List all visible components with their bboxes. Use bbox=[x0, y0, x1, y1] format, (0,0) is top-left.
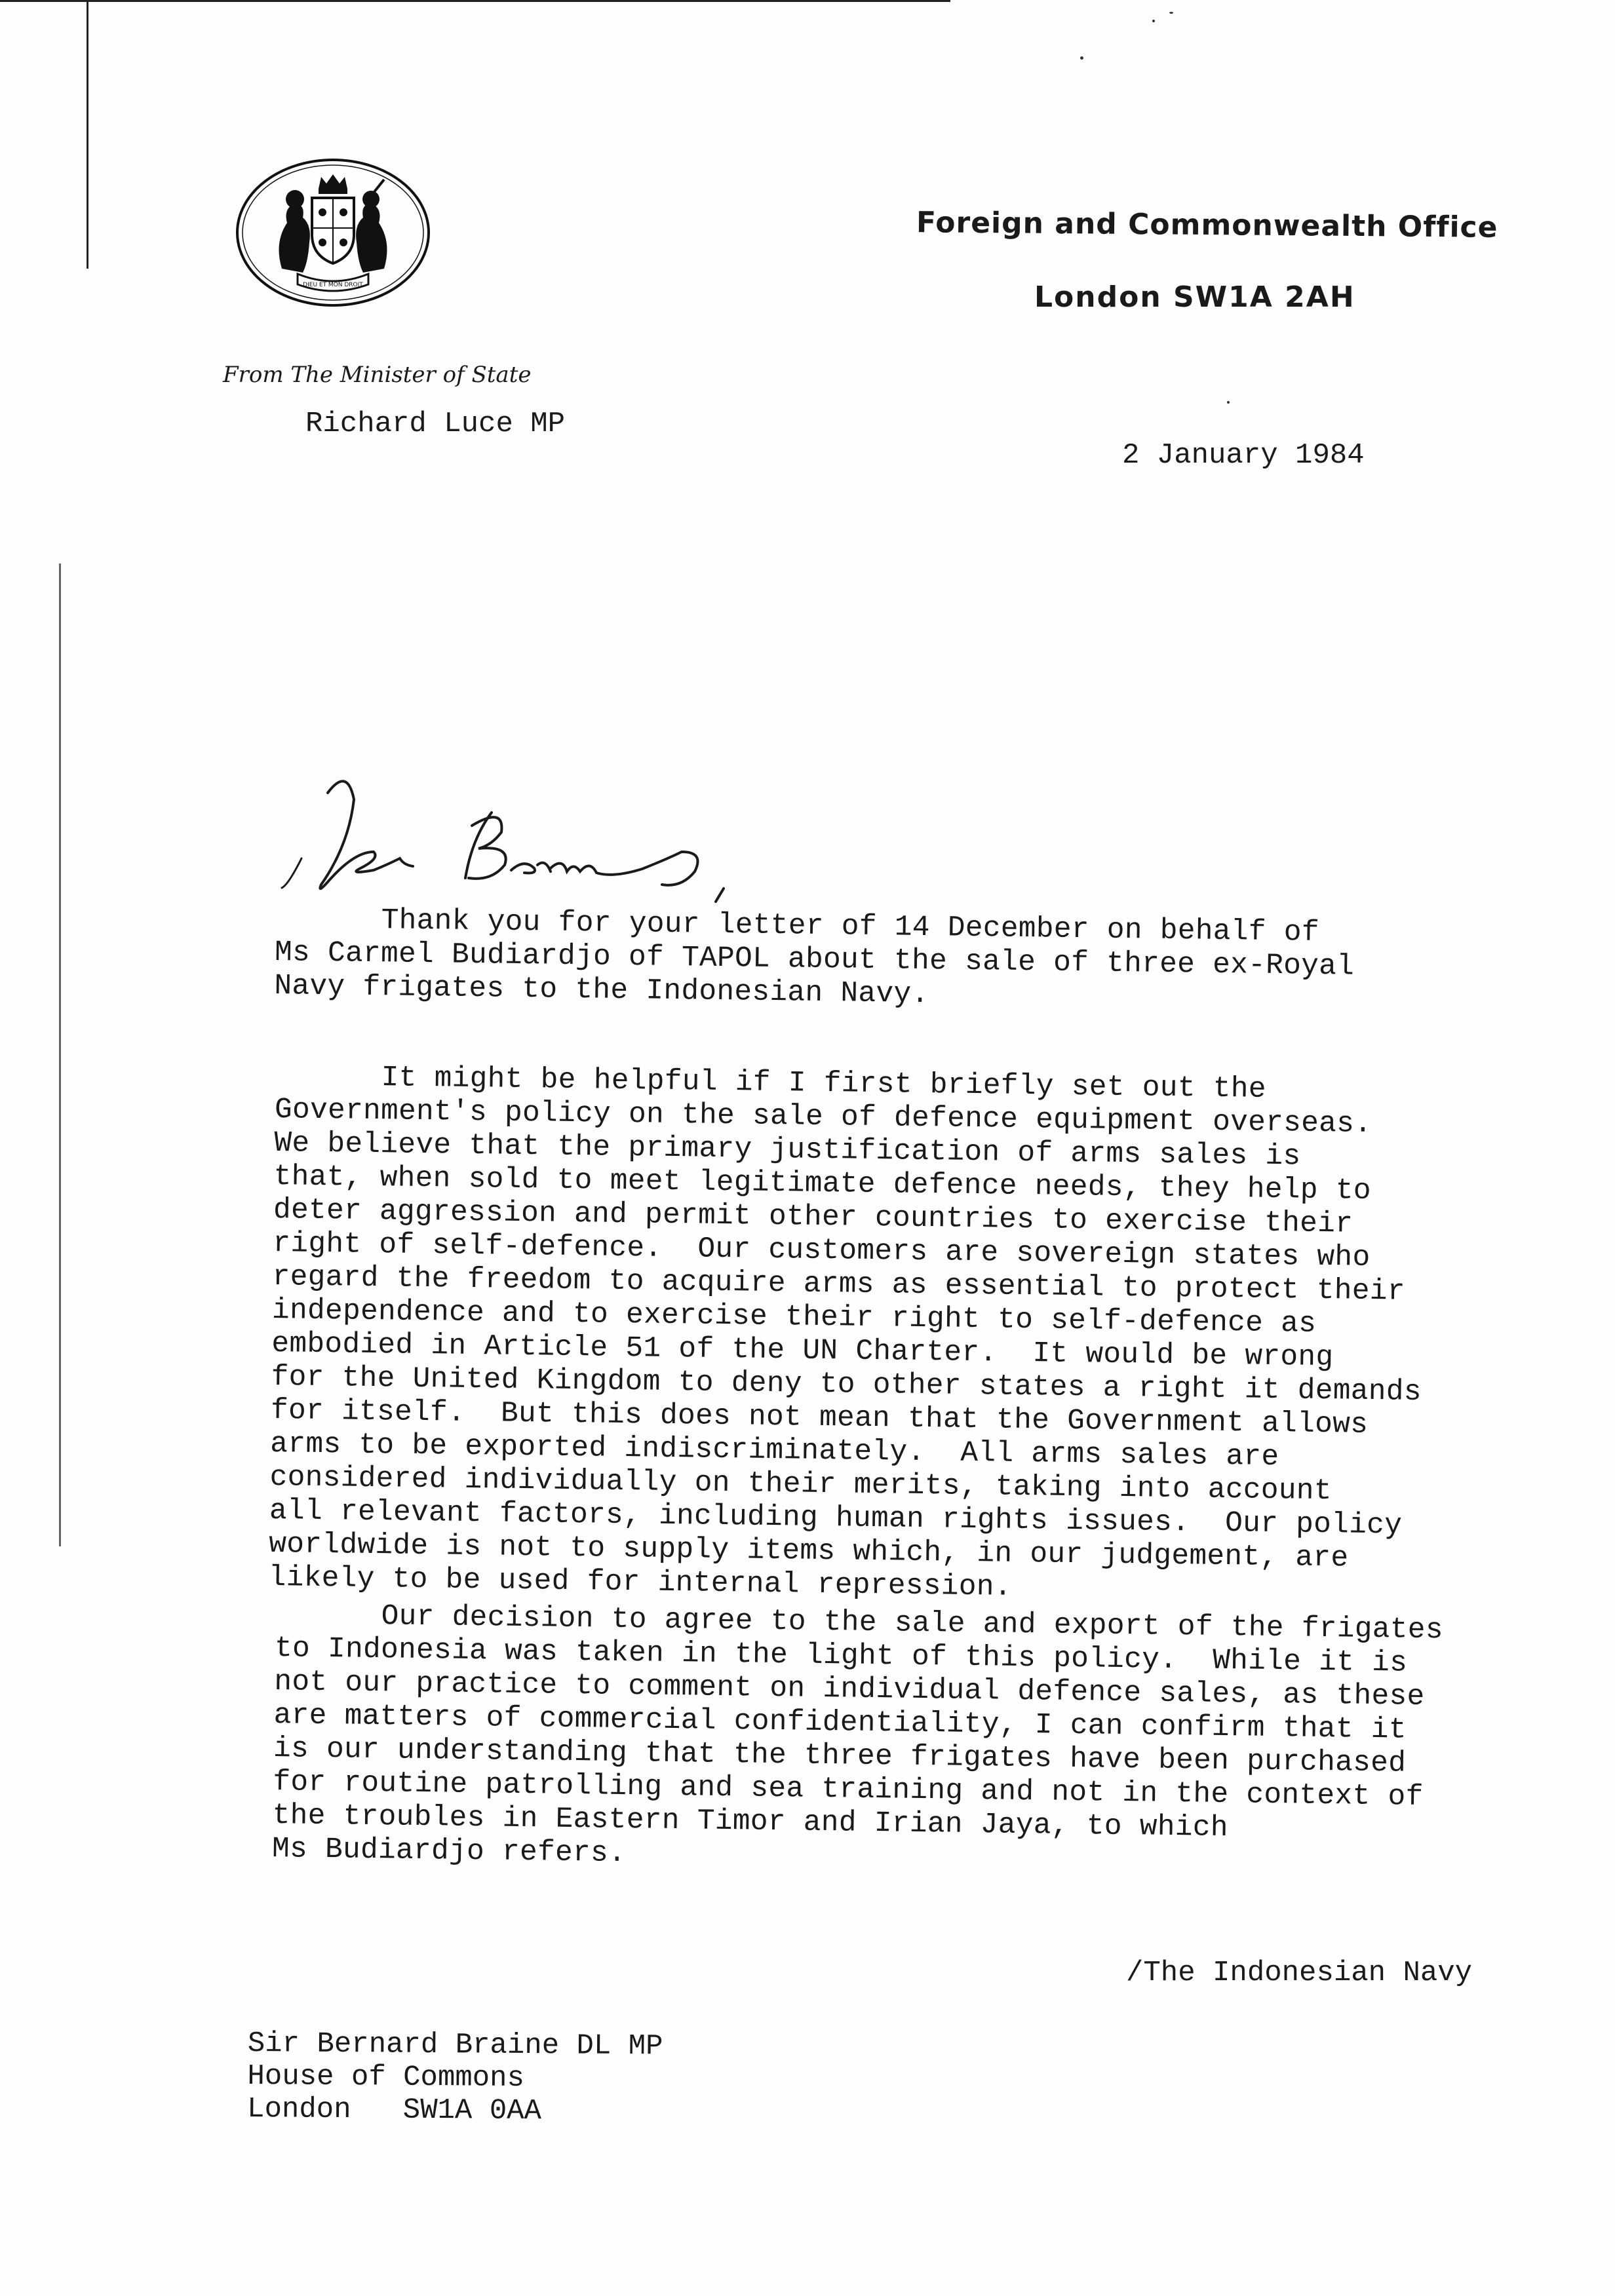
page-continuation-note: /The Indonesian Navy bbox=[1126, 1957, 1473, 1989]
royal-coat-of-arms-icon bbox=[235, 157, 431, 308]
minister-name: Richard Luce MP bbox=[305, 408, 566, 440]
from-label: From The Minister of State bbox=[223, 362, 532, 388]
body-paragraph-2: It might be helpful if I first briefly set out the Government's policy on the sale of defence equipment overseas. We believe that the primary justification of arms sales is that, when sold to meet legitimate defence needs, they help to deter aggression and permit other countries to exercise their right of self-defence. Our customers are sovereign states who regard the freedom to acquire arms as essential to protect their independence and to exercise their right to self-defence as embodied in Article 51 of the UN Charter. It would be wrong for the United Kingdom to deny to other states a right it demands for itself. But this does not mean that the Government allows arms to be exported indiscriminately. All arms sales are considered individually on their merits, taking into account all relevant factors, including human rights issues. Our policy worldwide is not to supply items which, in our judgement, are likely to be used for internal repression. bbox=[268, 1060, 1422, 1604]
scan-speck bbox=[1169, 12, 1173, 14]
scan-left-border-lower bbox=[59, 564, 61, 1546]
crest-motto: DIEU ET MON DROIT bbox=[303, 282, 363, 288]
scan-speck bbox=[1152, 20, 1155, 22]
letter-date: 2 January 1984 bbox=[1122, 439, 1365, 472]
addressee-block: Sir Bernard Braine DL MP House of Commons London SW1A 0AA bbox=[246, 2027, 663, 2128]
body-paragraph-1: Thank you for your letter of 14 December on behalf of Ms Carmel Budiardjo of TAPOL about the sale of three ex-Royal Navy frigates to the Indonesian Navy. bbox=[274, 903, 1355, 1012]
office-address: London SW1A 2AH bbox=[1034, 280, 1355, 314]
scan-top-border bbox=[0, 0, 950, 2]
office-name: Foreign and Commonwealth Office bbox=[916, 206, 1498, 244]
handwritten-salutation bbox=[275, 754, 734, 911]
scan-speck bbox=[1080, 56, 1083, 60]
scan-speck bbox=[1227, 401, 1230, 404]
body-paragraph-3: Our decision to agree to the sale and export of the frigates to Indonesia was taken in the light of this policy. While it is not our practice to comment on individual defence sales, as these are matters of commercial confidentiality, I can confirm that it is our understanding that the three frigates have been purchased for routine patrolling and sea training and not in the context of the troubles in Eastern Timor and Irian Jaya, to which Ms Budiardjo refers. bbox=[271, 1599, 1444, 1871]
scan-left-border bbox=[87, 0, 88, 269]
